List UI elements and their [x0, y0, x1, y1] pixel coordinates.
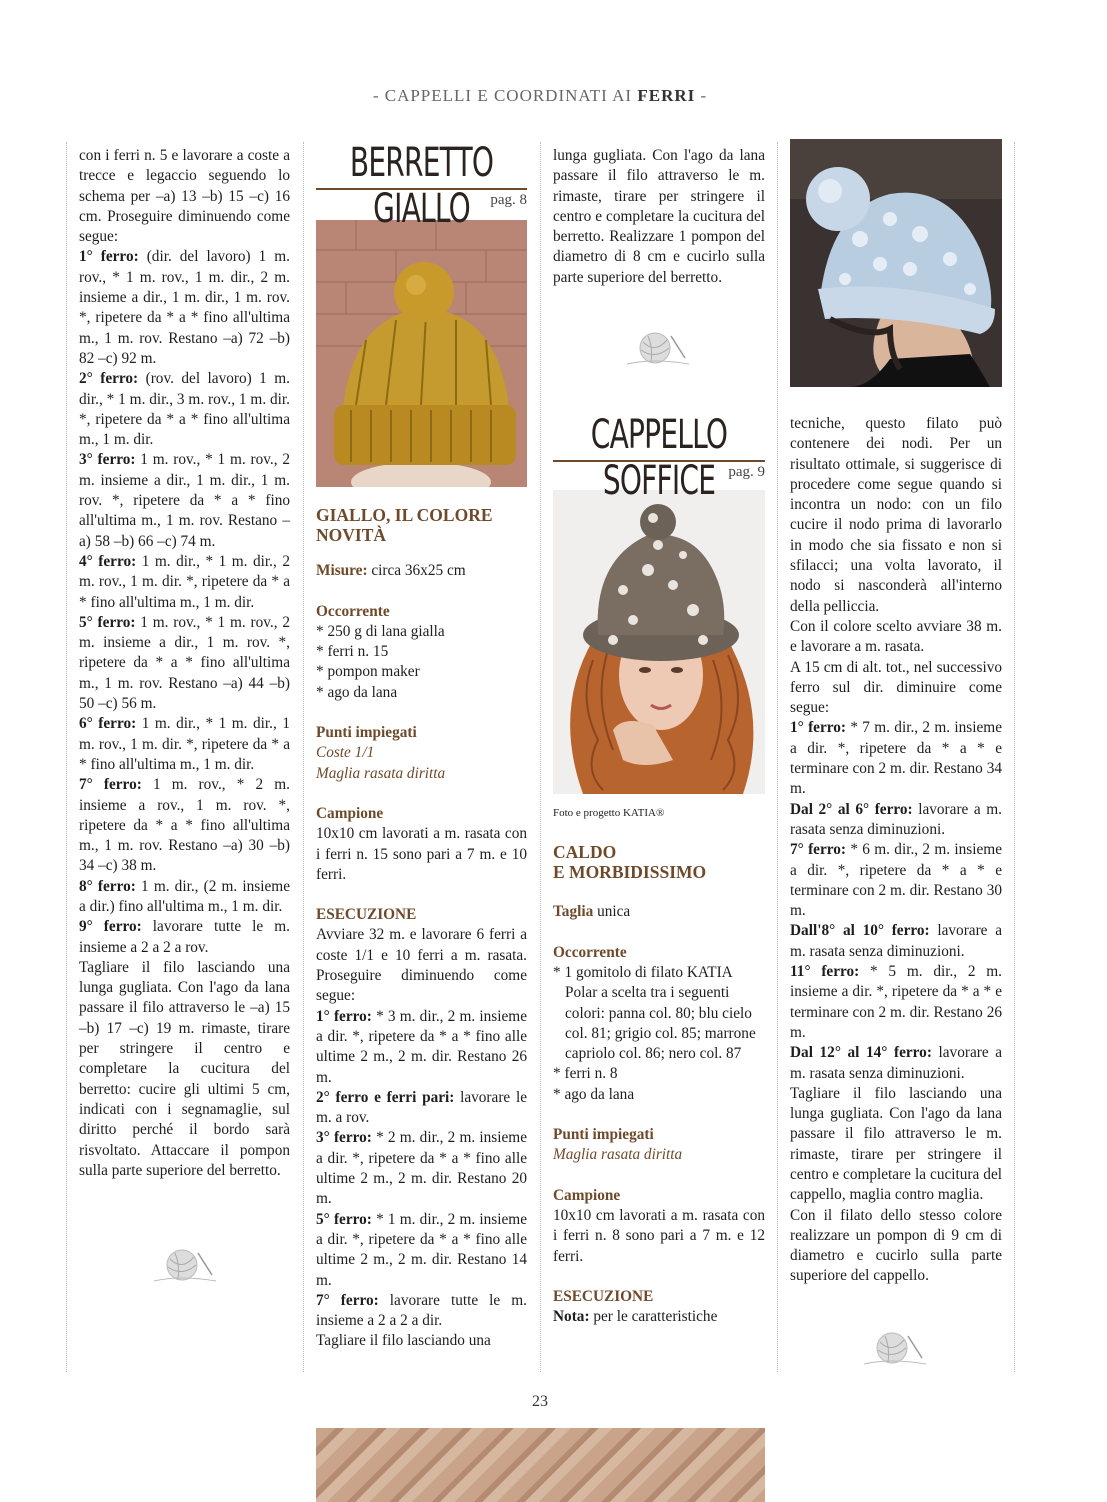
paragraph — [79, 146, 290, 247]
occorrente-list — [316, 622, 527, 703]
step-text: Tagliare il filo lasciando una — [316, 1332, 491, 1350]
esecuzione-label: ESECUZIONE — [316, 906, 417, 924]
taglia-label: Taglia — [553, 903, 594, 921]
subtitle-caldo: CALDO — [553, 842, 617, 863]
list-item: * ago da lana — [316, 683, 398, 701]
step-label: 7° ferro: — [79, 776, 142, 794]
step-label: 9° ferro: — [79, 918, 142, 936]
step-text: lavorare tutte le m. insieme a 2 a 2 a rov. — [79, 918, 290, 956]
step-text: * 1 m. dir., 2 m. insieme a dir. *, ripetere da * a * fino alle ultime 2 m., 2 m. dir. Restano 14 m. — [316, 1210, 527, 1289]
running-header — [0, 86, 1080, 106]
occorrente-label: Occorrente — [553, 943, 627, 961]
step-label: 7° ferro: — [316, 1291, 379, 1309]
step-text: * 7 m. dir., 2 m. insieme a dir. *, ripetere da * a * e terminare con 2 m. dir. Restano 34 m. — [790, 719, 1002, 798]
punti-label: Punti impiegati — [316, 724, 417, 742]
step-text: tecniche, questo filato può contenere dei nodi. Per un risultato ottimale, si suggerisce di procedere come segue quando si incontra un nodo: con un filo cucire il nodo prima di lavorarlo in modo che sia fissato e non si sfilacci; una volta lavorato, il nodo si nasconderà all'interno della pelliccia. — [790, 415, 1002, 615]
punti-item: Maglia rasata diritta — [553, 1146, 683, 1164]
step-text: * 2 m. dir., 2 m. insieme a dir. *, ripetere da * a * fino alle ultime 2 m., 2 m. dir. Restano 20 m. — [316, 1129, 527, 1208]
punti-label: Punti impiegati — [553, 1126, 654, 1144]
punti-item: Maglia rasata diritta — [316, 764, 446, 782]
step-text: con i ferri n. 5 e lavorare a coste a trecce e legaccio seguendo lo schema per –a) 13 –b) 15 –c) 16 cm. Proseguire diminuendo come segue: — [79, 147, 290, 246]
paragraph — [79, 552, 290, 613]
step-text: * 5 m. dir., 2 m. insieme a dir. *, ripetere da * a * e terminare con 2 m. dir. Restano 26 m. — [790, 963, 1002, 1041]
yarn-ball-icon — [623, 328, 693, 368]
campione-text: 10x10 cm lavorati a m. rasata con i ferri n. 15 sono pari a 7 m. e 10 ferri. — [316, 825, 527, 883]
punti-item: Coste 1/1 — [316, 744, 375, 762]
occorrente-list — [553, 963, 765, 1105]
fluffy-hat-photo — [553, 490, 765, 794]
step-text: lavorare tutte le m. insieme a 2 a 2 a dir. — [316, 1291, 527, 1330]
step-text: 1 m. rov., * 1 m. rov., 2 m. insieme a dir., 1 m. dir., 1 m. rov. *, ripetere da * a * fino all'ultima m., 1 m. rov. Restano –a) 58 –b) 66 –c) 74 m. — [79, 451, 290, 550]
misure-label: Misure: — [316, 562, 368, 580]
step-label: Dal 2° al 6° ferro: — [790, 800, 913, 818]
taglia-value: unica — [593, 903, 631, 921]
paragraph — [790, 658, 1002, 719]
paragraph — [79, 775, 290, 876]
step-text: 1 m. dir., * 1 m. dir., 2 m. rov., 1 m. dir. *, ripetere da * a * fino all'ultima m., 1 m. dir. — [79, 552, 290, 611]
step-label: 1° ferro: — [316, 1007, 372, 1025]
step-label: 3° ferro: — [79, 451, 136, 469]
step-text: Avviare 32 m. e lavorare 6 ferri a coste 1/1 e 10 ferri a m. rasata. Proseguire diminuendo come segue: — [316, 926, 527, 1005]
knit-texture-strip — [316, 1428, 765, 1502]
paragraph — [790, 1206, 1002, 1287]
column-divider — [1014, 142, 1015, 1372]
step-text: 1 m. rov., * 1 m. rov., 2 m. insieme a dir., 1 m. rov. *, ripetere da * a * fino all'ultima m., 1 m. rov. Restano –a) 44 –b) 50 –c) 56 m. — [79, 613, 290, 713]
step-label: 3° ferro: — [316, 1129, 372, 1147]
nota-text: per le caratteristiche — [589, 1308, 718, 1326]
step-text: 1 m. dir., * 1 m. dir., 1 m. rov., 1 m. dir. *, ripetere da * a * fino all'ultima m., 1 m. dir. — [79, 715, 290, 773]
step-text: Con il colore scelto avviare 38 m. e lavorare a m. rasata. — [790, 617, 1002, 656]
page-ref: pag. 9 — [728, 464, 765, 481]
paragraph — [79, 247, 290, 369]
paragraph — [79, 450, 290, 551]
step-label: Dal 12° al 14° ferro: — [790, 1044, 932, 1062]
campione-label: Campione — [553, 1186, 621, 1204]
yarn-ball-icon — [860, 1328, 930, 1368]
step-text: Tagliare il filo lasciando una lunga gugliata. Con l'ago da lana passare il filo attraverso le m. rimaste, tirare per stringere il centro e completare la cucitura del cappello, maglia contro maglia. — [790, 1084, 1002, 1204]
column-divider — [66, 142, 67, 1372]
blue-hat-photo — [790, 139, 1002, 387]
esecuzione-label: ESECUZIONE — [553, 1287, 654, 1305]
paragraph — [79, 369, 290, 450]
list-item: * 250 g di lana gialla — [316, 622, 445, 640]
step-text: lavorare a m. rasata senza diminuzioni. — [790, 922, 1002, 960]
paragraph — [79, 958, 290, 1181]
list-item: * pompon maker — [316, 663, 420, 681]
photo-caption: Foto e progetto KATIA® — [553, 807, 665, 820]
subtitle-morbidissimo: E MORBIDISSIMO — [553, 862, 707, 883]
paragraph — [790, 921, 1002, 962]
step-label: 4° ferro: — [79, 552, 137, 570]
paragraph — [316, 925, 527, 1006]
step-label: 11° ferro: — [790, 963, 860, 981]
column-divider — [303, 142, 304, 1372]
column-divider — [777, 142, 778, 1372]
page-number: 23 — [532, 1393, 548, 1410]
paragraph — [79, 877, 290, 918]
paragraph — [790, 414, 1002, 617]
title-cappello-soffice: CAPPELLO SOFFICE — [590, 412, 728, 505]
paragraph — [790, 1043, 1002, 1084]
header-bold: FERRI — [637, 86, 696, 105]
esecuzione-text — [316, 925, 527, 1351]
yellow-hat-photo — [316, 220, 527, 487]
step-text: lavorare a m. rasata senza diminuzioni. — [790, 800, 1002, 838]
paragraph — [79, 917, 290, 958]
campione-text: 10x10 cm lavorati a m. rasata con i ferri n. 8 sono pari a 7 m. e 12 ferri. — [553, 1206, 765, 1265]
paragraph — [316, 1007, 527, 1088]
list-item: * ferri n. 15 — [316, 643, 389, 661]
step-text: Tagliare il filo lasciando una lunga gugliata. Con l'ago da lana passare il filo attraverso le –a) 15 –b) 17 –c) 19 m. rimaste, tirare per stringere il centro e completare la cucitura del berretto: cucire gli ultimi 5 cm, indicati con i segnamaglie, sul diritto perché il bordo sarà risvoltato. Attaccare il pompon sulla parte superiore del berretto. — [79, 958, 290, 1179]
subtitle-giallo: GIALLO, IL COLORE NOVITÀ — [316, 505, 493, 546]
paragraph — [790, 840, 1002, 921]
step-label: Dall'8° al 10° ferro: — [790, 922, 930, 940]
header-prefix: - CAPPELLI E COORDINATI AI — [372, 86, 638, 105]
paragraph — [316, 1331, 527, 1351]
column-4-text — [790, 414, 1002, 1287]
step-text: lavorare a m. rasata senza diminuzioni. — [790, 1044, 1002, 1082]
paragraph — [79, 613, 290, 714]
paragraph — [316, 1210, 527, 1291]
step-label: 7° ferro: — [790, 841, 847, 859]
paragraph — [316, 1088, 527, 1129]
nota-label: Nota: — [553, 1308, 590, 1326]
list-item: * ferri n. 8 — [553, 1065, 618, 1083]
paragraph — [790, 1084, 1002, 1206]
list-item: * 1 gomitolo di filato KATIA Polar a scelta tra i seguenti colori: panna col. 80; blu cielo col. 81; grigio col. 85; marrone capriolo col. 86; nero col. 87 — [553, 963, 756, 1063]
paragraph — [79, 714, 290, 775]
column-3 — [553, 146, 765, 1327]
continuation-text: lunga gugliata. Con l'ago da lana passare il filo attraverso le m. rimaste, tirare per stringere il centro e completare la cucitura del berretto. Realizzare 1 pompon del diametro di 8 cm e cucirlo sulla parte superiore del berretto. — [553, 147, 765, 286]
step-label: 6° ferro: — [79, 715, 137, 733]
paragraph — [790, 617, 1002, 658]
paragraph — [316, 1128, 527, 1209]
header-suffix: - — [695, 86, 708, 105]
step-label: 2° ferro e ferri pari: — [316, 1088, 455, 1106]
paragraph — [790, 718, 1002, 799]
campione-label: Campione — [316, 804, 384, 822]
misure-line — [316, 561, 527, 581]
paragraph — [790, 800, 1002, 841]
column-2 — [316, 140, 527, 1352]
step-text: (rov. del lavoro) 1 m. dir., * 1 m. dir., 3 m. rov., 1 m. dir. *, ripetere da * a * fino all'ultima m., 1 m. dir. — [79, 370, 290, 449]
step-label: 8° ferro: — [79, 877, 136, 895]
step-label: 1° ferro: — [790, 719, 847, 737]
step-text: * 6 m. dir., 2 m. insieme a dir. *, ripetere da * a * e terminare con 2 m. dir. Restano 30 m. — [790, 841, 1002, 920]
step-label: 2° ferro: — [79, 370, 139, 388]
occorrente-label: Occorrente — [316, 602, 390, 620]
step-text: 1 m. rov., * 2 m. insieme a rov., 1 m. rov. *, ripetere da * a * fino all'ultima m., 1 m. rov. Restano –a) 30 –b) 34 –c) 38 m. — [79, 776, 290, 875]
column-divider — [540, 142, 541, 1372]
nota-line — [553, 1307, 765, 1327]
step-label: 1° ferro: — [79, 248, 139, 266]
misure-value: circa 36x25 cm — [367, 562, 466, 580]
list-item: * ago da lana — [553, 1085, 635, 1103]
title-berretto-giallo: BERRETTO GIALLO — [349, 140, 494, 232]
step-label: 5° ferro: — [79, 613, 136, 631]
step-text: A 15 cm di alt. tot., nel successivo ferro sul dir. diminuire come segue: — [790, 658, 1002, 717]
step-text: 1 m. dir., (2 m. insieme a dir.) fino all'ultima m., 1 m. dir. — [79, 877, 290, 915]
step-text: (dir. del lavoro) 1 m. rov., * 1 m. rov., 1 m. dir., 2 m. insieme a dir., 1 m. dir., 1 m. rov. *, ripetere da * a * fino all'ultima m., 1 m. rov. Restano –a) 72 –b) 82 –c) 92 m. — [79, 248, 290, 367]
taglia-line — [553, 902, 765, 922]
step-label: 5° ferro: — [316, 1210, 372, 1228]
page-ref: pag. 8 — [490, 192, 527, 208]
yarn-ball-icon — [150, 1245, 220, 1285]
step-text: lavorare le m. a rov. — [316, 1088, 527, 1127]
step-text: Con il filato dello stesso colore realizzare un pompon di 9 cm di diametro e cucirlo sulla parte superiore del cappello. — [790, 1206, 1002, 1285]
column-1-text — [79, 146, 290, 1181]
paragraph — [316, 1291, 527, 1332]
paragraph — [790, 962, 1002, 1043]
step-text: * 3 m. dir., 2 m. insieme a dir. *, ripetere da * a * fino alle ultime 2 m., 2 m. dir. Restano 26 m. — [316, 1007, 527, 1086]
